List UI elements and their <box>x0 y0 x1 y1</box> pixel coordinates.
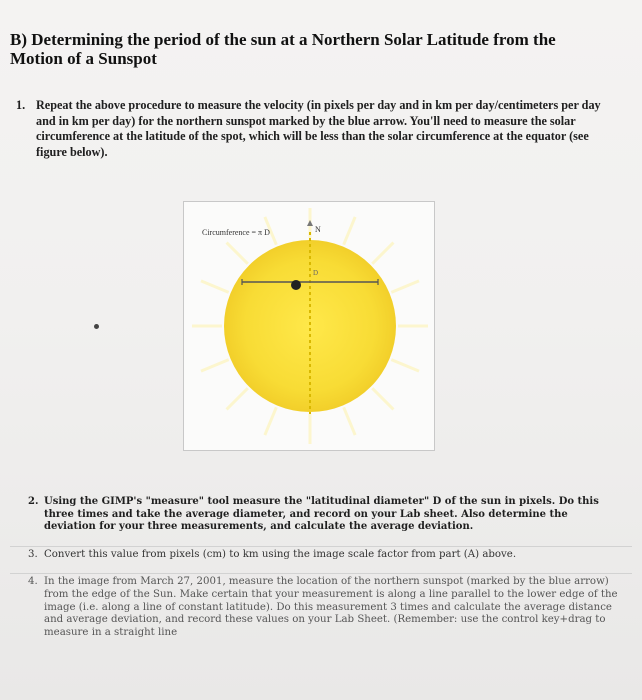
instruction-item-3 <box>28 549 618 562</box>
sun-ray <box>265 407 276 435</box>
north-label: N <box>315 225 321 234</box>
item-number: 2. <box>28 496 39 507</box>
item-number: 1. <box>16 98 26 112</box>
lower-instructions <box>0 496 642 639</box>
divider <box>10 573 632 574</box>
item-text: Repeat the above procedure to measure the velocity (in pixels per day and in km per day/centimeters per day and in km per day) for the northern sunspot marked by the blue arrow. You'll need to measure the solar circumference at the latitude of the spot, which will be less than the solar circumference at the equator (see figure below). <box>36 98 601 159</box>
sun-latitude-figure <box>183 201 435 451</box>
sun-ray <box>391 360 419 371</box>
item-text: Convert this value from pixels (cm) to km using the image scale factor from part (A) above. <box>44 548 517 560</box>
item-text: In the image from March 27, 2001, measure the location of the northern sunspot (marked by the blue arrow) from the edge of the Sun. Make certain that your measurement is along a line parallel to the lower edge of the image (i.e. along a line of constant latitude). Do this measurement 3 times and calculate the average distance and average deviation, and record these values on your Lab Sheet. (Remember: use the control key+drag to measure in a straight line <box>44 576 618 638</box>
sun-ray <box>201 281 229 292</box>
sun-ray <box>391 281 419 292</box>
bullet-dot <box>94 324 99 329</box>
sunspot <box>291 280 301 290</box>
sun-diagram <box>184 202 434 450</box>
item-number: 4. <box>28 576 38 588</box>
section-title-line2: Motion of a Sunspot <box>10 49 157 68</box>
section-heading <box>10 30 628 68</box>
diameter-label: D <box>313 269 319 277</box>
instruction-item-2 <box>28 496 618 534</box>
north-arrow-icon <box>307 220 313 226</box>
sun-ray <box>372 243 393 264</box>
sun-ray <box>344 407 355 435</box>
sun-ray <box>201 360 229 371</box>
item-text: Using the GIMP's "measure" tool measure the "latitudinal diameter" D of the sun in pixels. Do this three times and take the average diameter, and record on your Lab sheet. Also determine the deviation for your three measurements, and calculate the average deviation. <box>44 496 599 533</box>
section-title-line1: B) Determining the period of the sun at a Northern Solar Latitude from the <box>10 30 556 49</box>
instruction-item-4 <box>28 576 618 639</box>
item-number: 3. <box>28 548 38 560</box>
sun-disk <box>224 240 396 412</box>
circumference-label: Circumference = π D <box>202 228 270 237</box>
divider <box>10 546 632 547</box>
sun-ray <box>227 388 248 409</box>
sun-ray <box>227 243 248 264</box>
sun-ray <box>344 217 355 245</box>
sun-ray <box>372 388 393 409</box>
instruction-item-1 <box>16 98 606 160</box>
